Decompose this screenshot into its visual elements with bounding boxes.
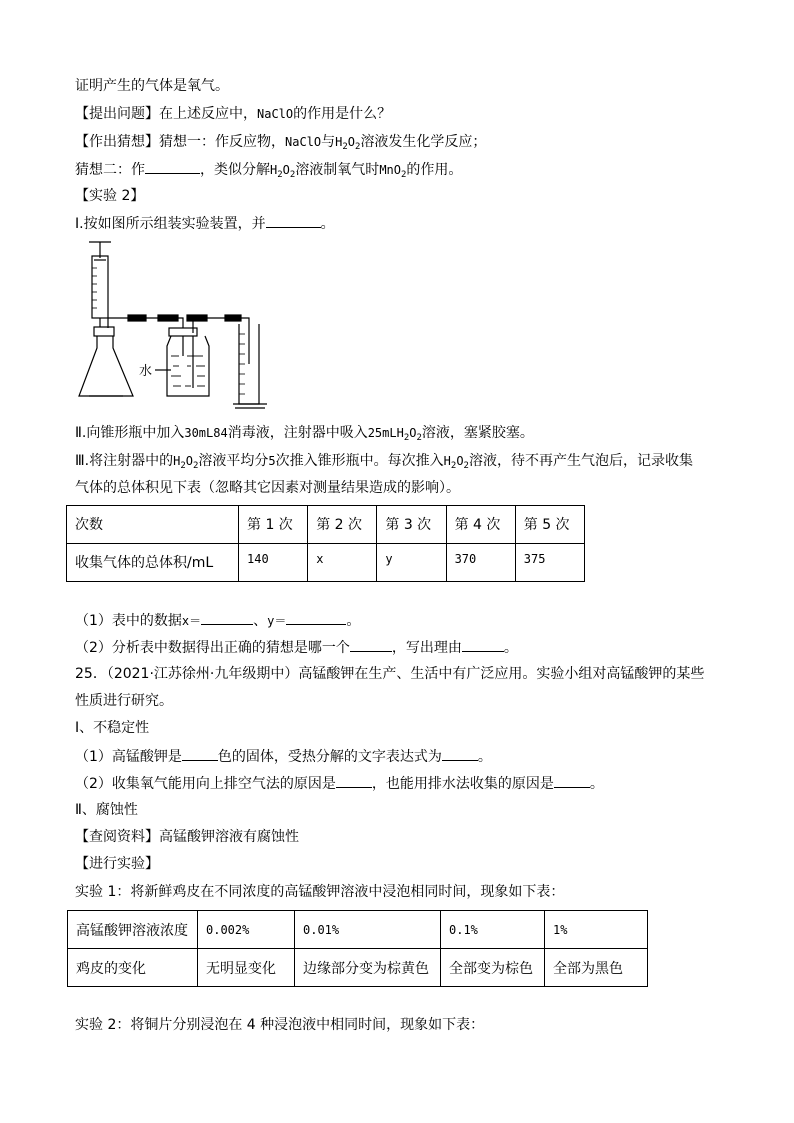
answer-blank[interactable] (336, 773, 372, 788)
experiment-2: 实验 2：将铜片分别浸泡在 4 种浸泡液中相同时间，现象如下表： (75, 1017, 485, 1033)
table-cell: 0.002% (198, 911, 295, 949)
problem-25-line2: 性质进行研究。 (75, 693, 173, 709)
table-cell: 无明显变化 (198, 949, 295, 987)
question-1: （1）高锰酸钾是 色的固体，受热分解的文字表达式为 。 (75, 746, 492, 767)
step-2: Ⅱ.向锥形瓶中加入30mL84消毒液，注射器中吸入$25mLH_2O_2$溶液，塞紧胶塞。 (75, 425, 534, 443)
section-heading: Ⅰ、不稳定性 (75, 720, 150, 736)
answer-blank[interactable] (554, 773, 590, 788)
table-cell: 370 (446, 544, 515, 582)
table-cell: 1% (545, 911, 648, 949)
table-cell: 140 (239, 544, 308, 582)
table-cell: 全部变为棕色 (441, 949, 545, 987)
table-cell: 边缘部分变为棕黄色 (295, 949, 441, 987)
table-cell: 第 4 次 (446, 506, 515, 544)
answer-blank[interactable] (442, 746, 478, 761)
table-cell: 375 (515, 544, 584, 582)
table-cell: 第 1 次 (239, 506, 308, 544)
answer-blank[interactable] (266, 213, 321, 228)
table-cell: 第 2 次 (308, 506, 377, 544)
answer-blank[interactable] (462, 637, 504, 652)
answer-blank[interactable] (182, 746, 218, 761)
experiment-label: 【进行实验】 (75, 856, 159, 872)
hypothesis-1: 【作出猜想】猜想一：作反应物，NaClO与$H_2O_2$溶液发生化学反应； (75, 134, 487, 152)
table-cell: y (377, 544, 446, 582)
table-cell: 收集气体的总体积/mL (67, 544, 239, 582)
question-2: （2）分析表中数据得出正确的猜想是哪一个 ，写出理由 。 (75, 637, 518, 658)
gas-volume-table (66, 505, 585, 582)
table-cell: 0.01% (295, 911, 441, 949)
question-1: （1）表中的数据x＝ 、y＝ 。 (75, 610, 360, 631)
text-line: 证明产生的气体是氧气。 (75, 78, 229, 94)
step-1: Ⅰ.按如图所示组装实验装置，并 。 (75, 213, 335, 234)
answer-blank[interactable] (350, 637, 392, 652)
table-row (68, 911, 648, 949)
apparatus-diagram (75, 238, 275, 413)
table-cell: 0.1% (441, 911, 545, 949)
question-2: （2）收集氧气能用向上排空气法的原因是 ，也能用排水法收集的原因是 。 (75, 773, 604, 794)
table-cell: 鸡皮的变化 (68, 949, 198, 987)
step-3: Ⅲ.将注射器中的$H_2O_2$溶液平均分5次推入锥形瓶中。每次推入$H_2O_2$溶液，待不再产生气泡后，记录收集 (75, 453, 693, 471)
table-cell: 高锰酸钾溶液浓度 (68, 911, 198, 949)
table-row (67, 544, 585, 582)
answer-blank[interactable] (145, 159, 200, 174)
water-label: 水 (139, 364, 153, 379)
table-row (67, 506, 585, 544)
hypothesis-2: 猜想二：作 ，类似分解$H_2O_2$溶液制氧气时MnO$_2$的作用。 (75, 159, 462, 180)
table-cell: 次数 (67, 506, 239, 544)
experiment-1: 实验 1：将新鲜鸡皮在不同浓度的高锰酸钾溶液中浸泡相同时间，现象如下表： (75, 884, 565, 900)
table-row (68, 949, 648, 987)
section-heading: Ⅱ、腐蚀性 (75, 802, 138, 818)
step-3-line2: 气体的总体积见下表（忽略其它因素对测量结果造成的影响）。 (75, 480, 460, 496)
table-cell: x (308, 544, 377, 582)
question-line: 【提出问题】在上述反应中，NaClO的作用是什么？ (75, 106, 392, 122)
table-cell: 第 3 次 (377, 506, 446, 544)
skin-change-table (67, 910, 648, 987)
problem-25: 25．（2021·江苏徐州·九年级期中）高锰酸钾在生产、生活中有广泛应用。实验小组对高锰酸钾的某些 (75, 666, 705, 682)
answer-blank[interactable] (286, 610, 346, 625)
experiment-2-label: 【实验 2】 (75, 188, 145, 204)
answer-blank[interactable] (201, 610, 253, 625)
table-cell: 全部为黑色 (545, 949, 648, 987)
reference-line: 【查阅资料】高锰酸钾溶液有腐蚀性 (75, 829, 299, 845)
table-cell: 第 5 次 (515, 506, 584, 544)
